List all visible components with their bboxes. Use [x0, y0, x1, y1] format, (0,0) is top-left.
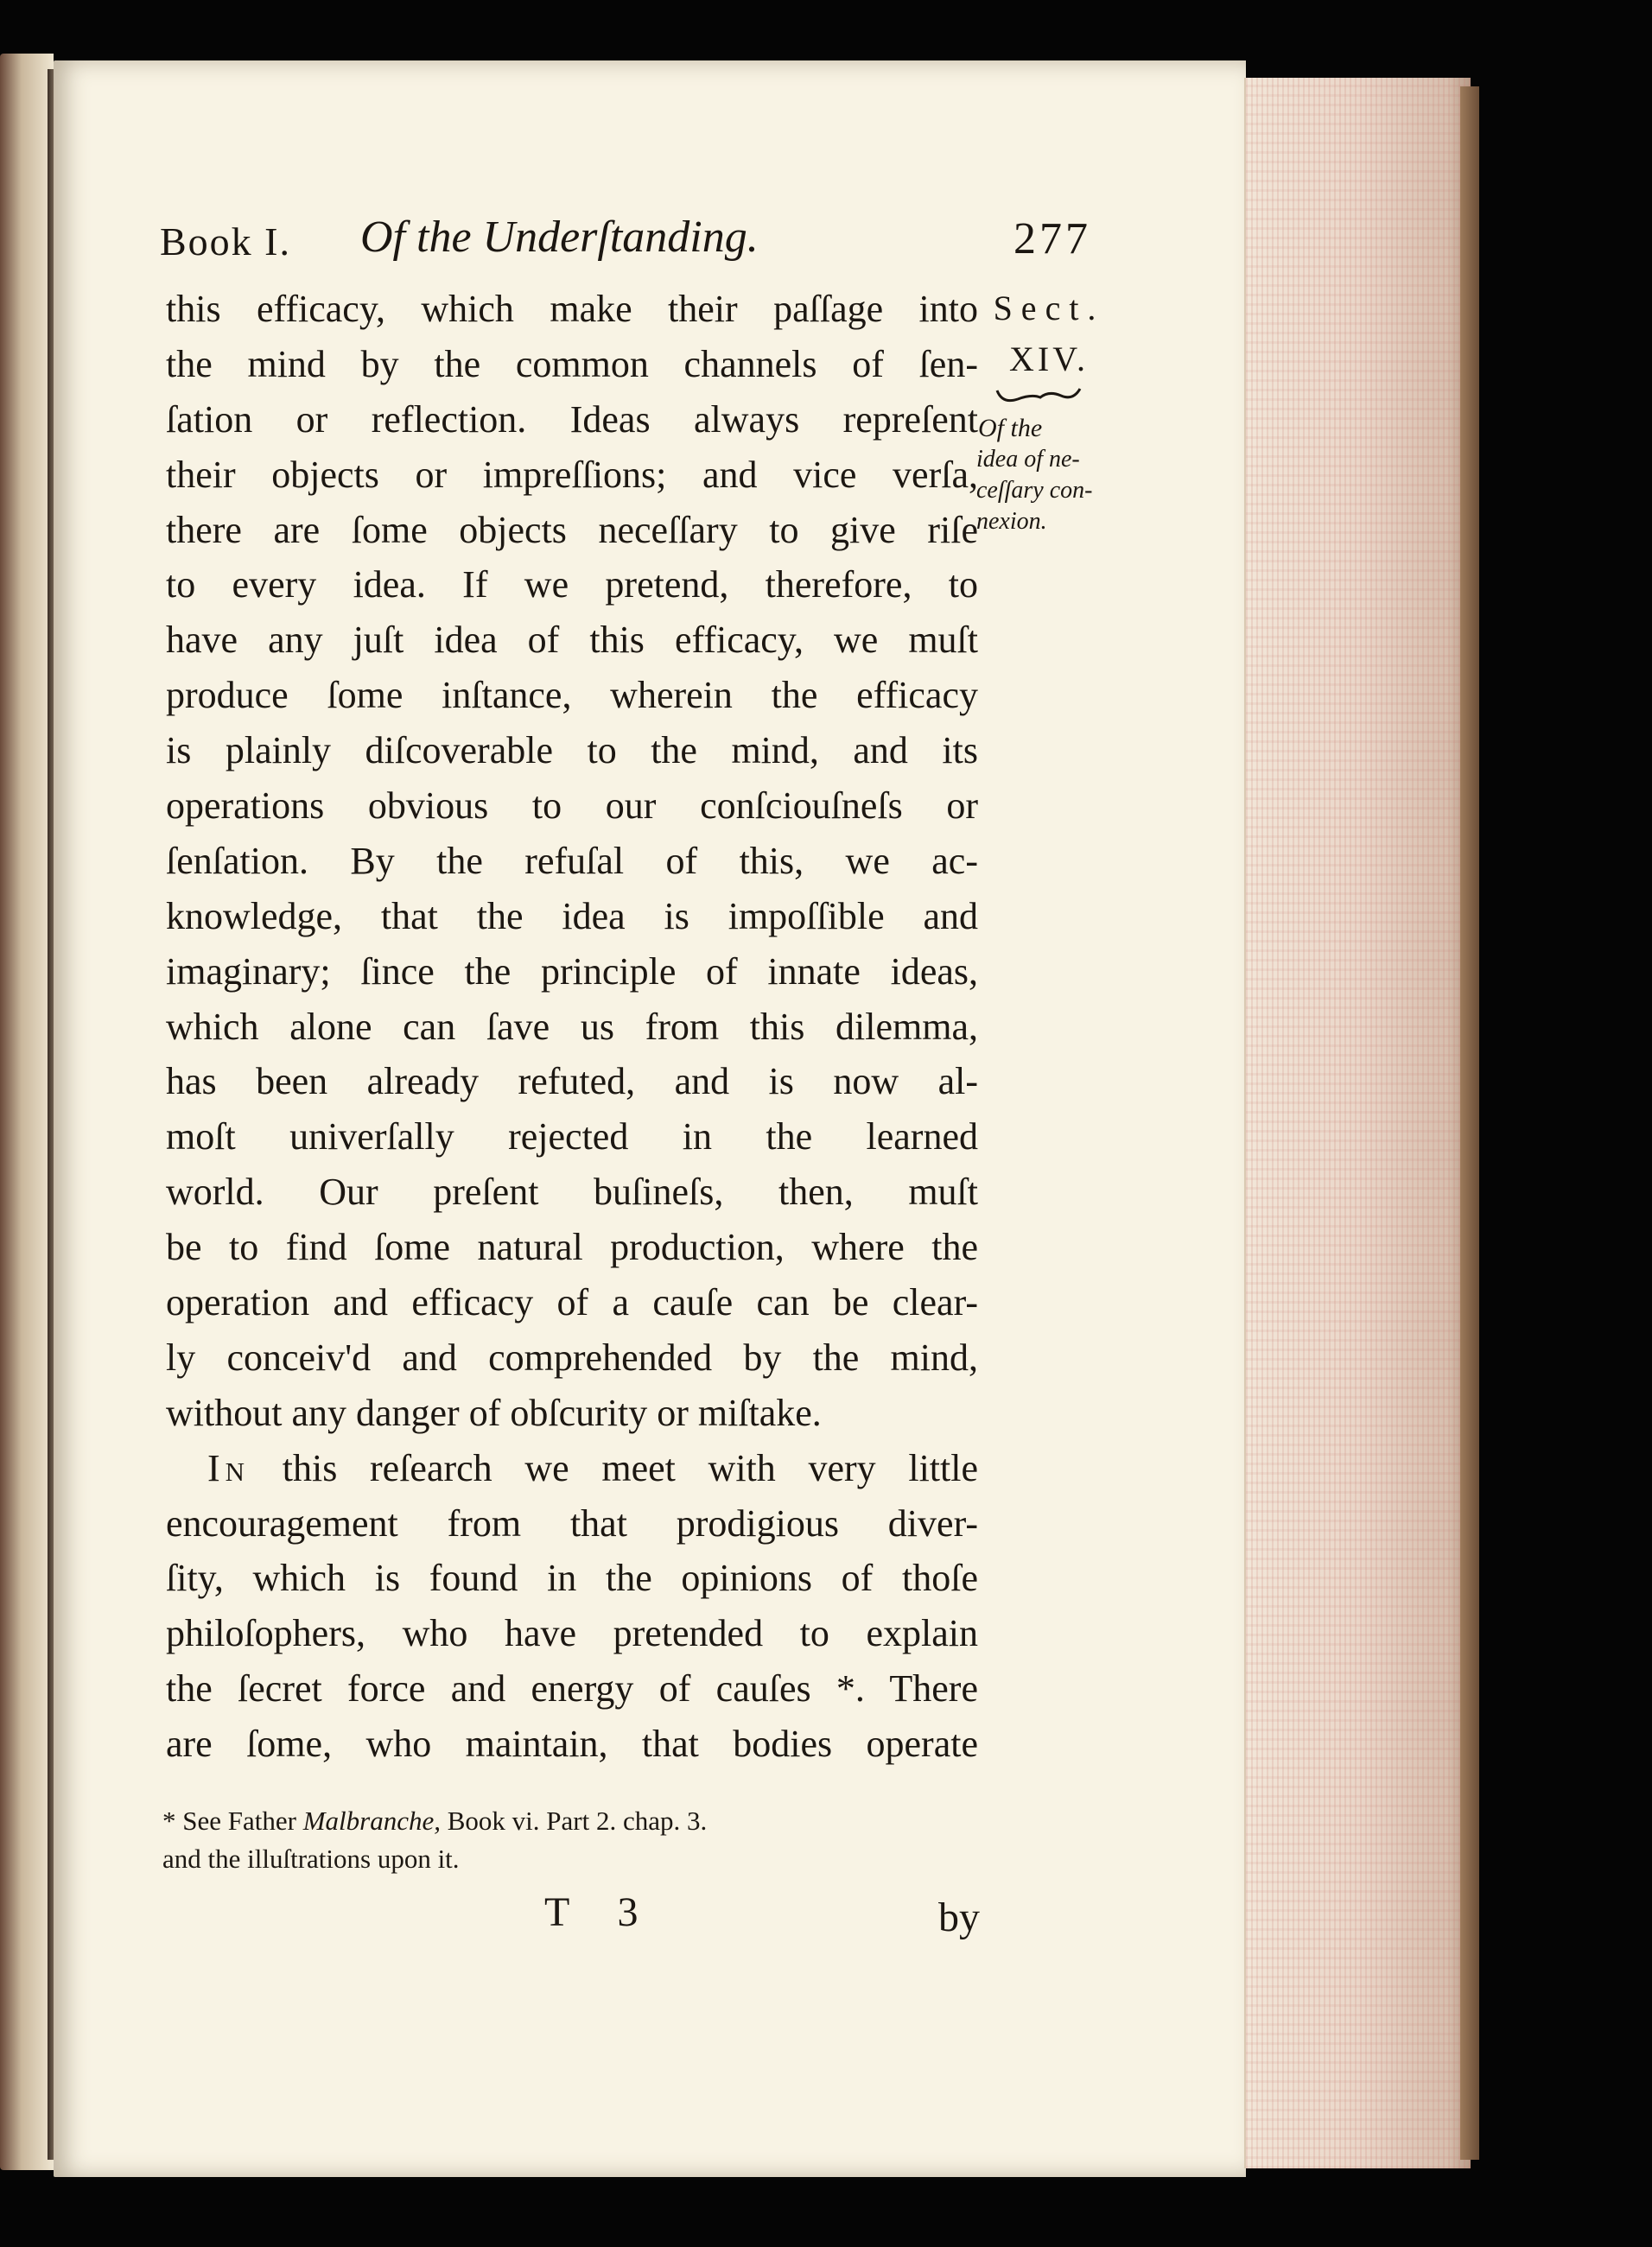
text-line: ly conceiv'd and comprehended by the mind, [166, 1336, 978, 1379]
text-line: which alone can ſave us from this dilemma, [166, 1005, 978, 1048]
section-number: XIV. [1009, 340, 1089, 378]
binding-edge [1460, 86, 1479, 2160]
text-line: are ſome, who maintain, that bodies operate [166, 1723, 978, 1766]
footnote-line [162, 1802, 1026, 1840]
text-line: world. Our preſent buſineſs, then, muſt [166, 1171, 978, 1214]
text-line: the mind by the common channels of ſen- [166, 342, 978, 385]
page-fore-edge [1244, 78, 1471, 2168]
text-line: operations obvious to our conſciouſneſs or [166, 784, 978, 828]
running-head-book: Book I. [160, 219, 291, 263]
text-line: have any juſt idea of this efficacy, we muſt [166, 619, 978, 662]
facing-page-edge [0, 54, 54, 2170]
text-line: ſity, which is found in the opinions of thoſe [166, 1557, 978, 1600]
text-line: there are ſome objects neceſſary to give riſe [166, 508, 978, 551]
marginal-note-line: nexion. [976, 508, 1047, 535]
text-line: without any danger of obſcurity or miſtake. [166, 1391, 822, 1434]
text-line: ſation or reflection. Ideas always repreſent [166, 397, 978, 441]
text-line: the ſecret force and energy of cauſes *. There [166, 1667, 978, 1711]
text-line: operation and efficacy of a cauſe can be clear- [166, 1281, 978, 1324]
text-line: has been already refuted, and is now al- [166, 1060, 978, 1103]
paragraph-first-line [166, 1441, 978, 1496]
paragraph-lead-word: In [207, 1446, 251, 1489]
marginal-note-text [971, 413, 1132, 537]
marginal-note-line: Of the [978, 414, 1043, 442]
text-line: is plainly diſcoverable to the mind, and its [166, 729, 978, 772]
text-line: this reſearch we meet with very little [250, 1446, 978, 1489]
text-line: encouragement from that prodigious diver- [166, 1501, 978, 1545]
text-line: be to find ſome natural production, where the [166, 1226, 978, 1269]
footnote-author: Malbranche, [302, 1806, 441, 1836]
page-footer [536, 1888, 985, 1949]
text-line: to every idea. If we pretend, therefore, to [166, 563, 978, 606]
text-line: ſenſation. By the refuſal of this, we ac- [166, 839, 978, 882]
signature-mark: T 3 [544, 1889, 658, 1935]
text-line: moſt univerſally rejected in the learned [166, 1115, 978, 1158]
text-line: produce ſome inſtance, wherein the efficacy [166, 674, 978, 717]
footnote [162, 1802, 1026, 1878]
catchword: by [938, 1895, 980, 1940]
marginal-note [971, 282, 1127, 537]
footnote-lead: * See Father [162, 1806, 296, 1836]
page-number: 277 [1013, 214, 1091, 263]
marginal-note-line: ceſſary con- [976, 477, 1093, 504]
section-label: Sect. [993, 289, 1105, 327]
running-head-title: Of the Underſtanding. [360, 213, 759, 262]
text-line: their objects or impreſſions; and vice verſa, [166, 453, 978, 496]
body-text [166, 282, 978, 1772]
text-line: imaginary; ſince the principle of innate ideas, [166, 949, 978, 993]
footnote-reference: Book vi. Part 2. chap. 3. [441, 1806, 708, 1836]
marginal-note-line: idea of ne- [976, 446, 1080, 473]
running-head [160, 212, 1102, 281]
text-line: this efficacy, which make their paſſage into [166, 288, 978, 330]
text-line: knowledge, that the idea is impoſſible and [166, 894, 978, 937]
text-line: philoſophers, who have pretended to explain [166, 1612, 978, 1655]
footnote-line: and the illuſtrations upon it. [162, 1844, 460, 1874]
brace-ornament [971, 384, 1127, 413]
